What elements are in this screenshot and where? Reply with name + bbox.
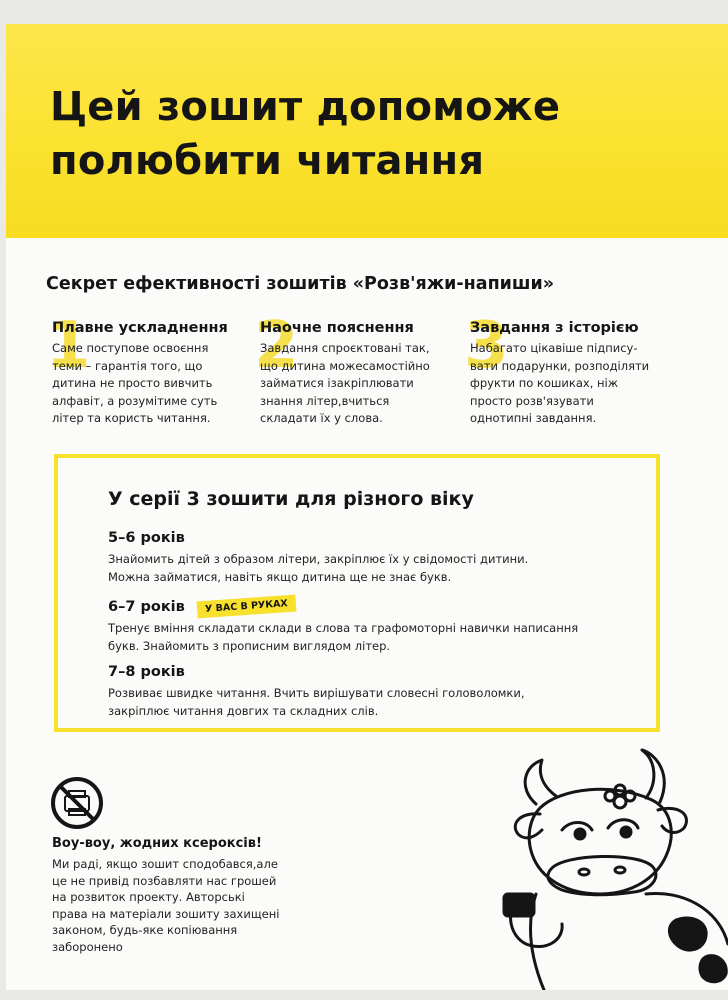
hero-title-line1: Цей зошит допоможе xyxy=(50,84,561,130)
feature-title: Плавне ускладнення xyxy=(52,320,228,336)
noxerox-line: права на матеріали зошиту захищені xyxy=(52,906,280,921)
in-your-hands-badge: У ВАС В РУКАХ xyxy=(196,595,296,619)
age-line: букв. Знайомить з прописним виглядом літер. xyxy=(108,638,391,653)
secret-heading: Секрет ефективності зошитів «Розв'яжи-напиши» xyxy=(46,274,555,294)
age-text xyxy=(108,685,628,720)
hero-title xyxy=(50,80,670,188)
age-line: Знайомить дітей з образом літери, закріплює їх у свідомості дитини. xyxy=(108,552,529,566)
age-line: Тренує вміння складати склади в слова та графомоторні навички написання xyxy=(108,621,579,635)
feature-text xyxy=(52,340,257,428)
feature-line: фрукти по кошиках, ніж xyxy=(470,376,619,390)
feature-line: просто розв'язувати xyxy=(470,393,594,408)
age-label xyxy=(108,598,628,615)
hero-title-line2: полюбити читання xyxy=(50,138,485,184)
age-label xyxy=(108,530,628,546)
feature-visual xyxy=(254,309,465,428)
age-text xyxy=(108,620,628,655)
age-label xyxy=(108,664,628,680)
feature-line: алфавіт, а розумітиме суть xyxy=(52,393,218,408)
age-line: закріплює читання довгих та складних слів. xyxy=(108,703,379,718)
noxerox-heading: Воу-воу, жодних ксероксів! xyxy=(52,836,262,851)
age-label-text: 6–7 років xyxy=(108,598,185,615)
feature-line: знання літер,вчиться xyxy=(260,393,390,408)
age-label-text: 5–6 років xyxy=(108,530,185,546)
age-block-5-6 xyxy=(108,530,628,586)
feature-line: що дитина можесамостійно xyxy=(260,358,430,373)
series-box xyxy=(54,454,660,732)
age-line: Розвиває швидке читання. Вчить вирішувати словесні головоломки, xyxy=(108,686,525,700)
feature-text xyxy=(470,340,675,428)
noxerox-line: Ми раді, якщо зошит сподобався,але xyxy=(52,857,278,871)
no-copy-icon xyxy=(50,776,104,830)
age-block-7-8 xyxy=(108,664,628,720)
feature-number: 1 xyxy=(46,309,91,383)
noxerox-line: це не привід позбавляти нас грошей xyxy=(52,873,277,888)
feature-smooth xyxy=(46,309,257,428)
feature-story xyxy=(464,309,675,428)
feature-line: Саме поступове освоєння xyxy=(52,341,209,355)
feature-line: складати їх у слова. xyxy=(260,411,383,425)
feature-number: 2 xyxy=(254,309,299,383)
noxerox-line: заборонено xyxy=(52,939,123,954)
age-label-text: 7–8 років xyxy=(108,664,185,680)
feature-line: теми – гарантія того, що xyxy=(52,358,203,373)
feature-line: літер та користь читання. xyxy=(52,411,211,425)
feature-line: однотипні завдання. xyxy=(470,411,597,425)
hero-banner xyxy=(6,24,728,238)
noxerox-line: законом, будь-яке копіювання xyxy=(52,923,238,937)
feature-title: Завдання з історією xyxy=(470,320,639,336)
age-block-6-7 xyxy=(108,598,628,655)
noxerox-line: на розвиток проекту. Авторські xyxy=(52,890,245,904)
feature-line: займатися ізакріплювати xyxy=(260,376,414,390)
feature-title: Наочне пояснення xyxy=(260,320,414,336)
feature-text xyxy=(260,340,465,428)
feature-line: дитина не просто вивчить xyxy=(52,376,213,390)
series-title: У серії 3 зошити для різного віку xyxy=(108,488,474,510)
feature-line: Завдання спроєктовані так, xyxy=(260,341,430,355)
noxerox-text xyxy=(52,856,312,955)
cow-illustration xyxy=(496,744,728,990)
page xyxy=(6,24,728,990)
age-line: Можна займатися, навіть якщо дитина ще не знає букв. xyxy=(108,569,452,584)
feature-number: 3 xyxy=(464,309,509,383)
age-text xyxy=(108,551,628,586)
feature-line: вати подарунки, розподіляти xyxy=(470,358,650,373)
feature-line: Набагато цікавіше підпису- xyxy=(470,341,638,355)
